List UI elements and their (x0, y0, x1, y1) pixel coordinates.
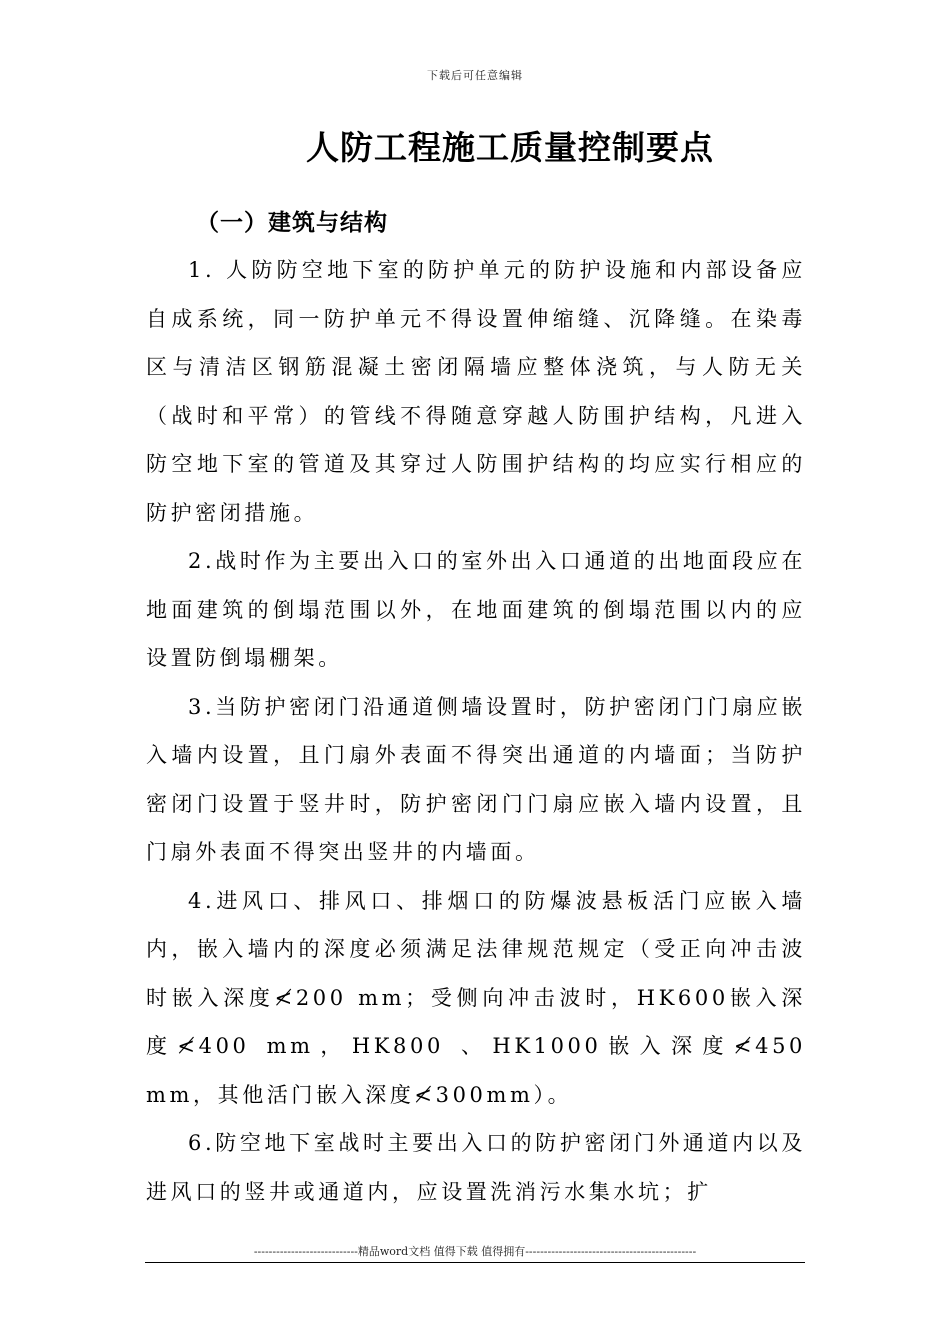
body-text (146, 246, 806, 1216)
section-heading: （一）建筑与结构 (196, 210, 388, 236)
footer-note: ----------------------------精品word文档 值得下载 值得拥有---------------------------------------------- (253, 1245, 697, 1258)
paragraph-4: 4.进风口、排风口、排烟口的防爆波悬板活门应嵌入墙内，嵌入墙内的深度必须满足法律规范规定（受正向冲击波时嵌入深度≮200 mm；受侧向冲击波时，HK600嵌入深度≮400 mm，HK800 、HK1000嵌入深度≮450 mm，其他活门嵌入深度≮300mm）。 (146, 888, 806, 1107)
footer-divider (145, 1262, 805, 1263)
paragraph-3: 3.当防护密闭门沿通道侧墙设置时，防护密闭门门扇应嵌入墙内设置，且门扇外表面不得突出通道的内墙面；当防护密闭门设置于竖井时，防护密闭门门扇应嵌入墙内设置，且门扇外表面不得突出竖井的内墙面。 (146, 694, 806, 864)
paragraph-2: 2.战时作为主要出入口的室外出入口通道的出地面段应在地面建筑的倒塌范围以外，在地面建筑的倒塌范围以内的应设置防倒塌棚架。 (146, 549, 806, 670)
document-title: 人防工程施工质量控制要点 (306, 128, 714, 167)
paragraph-1: 1. 人防防空地下室的防护单元的防护设施和内部设备应自成系统，同一防护单元不得设置伸缩缝、沉降缝。在染毒区与清洁区钢筋混凝土密闭隔墙应整体浇筑，与人防无关（战时和平常）的管线不得随意穿越人防围护结构，凡进入防空地下室的管道及其穿过人防围护结构的均应实行相应的防护密闭措施。 (146, 258, 806, 525)
paragraph-6: 6.防空地下室战时主要出入口的防护密闭门外通道内以及进风口的竖井或通道内，应设置洗消污水集水坑；扩 (146, 1131, 806, 1204)
header-note: 下载后可任意编辑 (427, 69, 523, 82)
